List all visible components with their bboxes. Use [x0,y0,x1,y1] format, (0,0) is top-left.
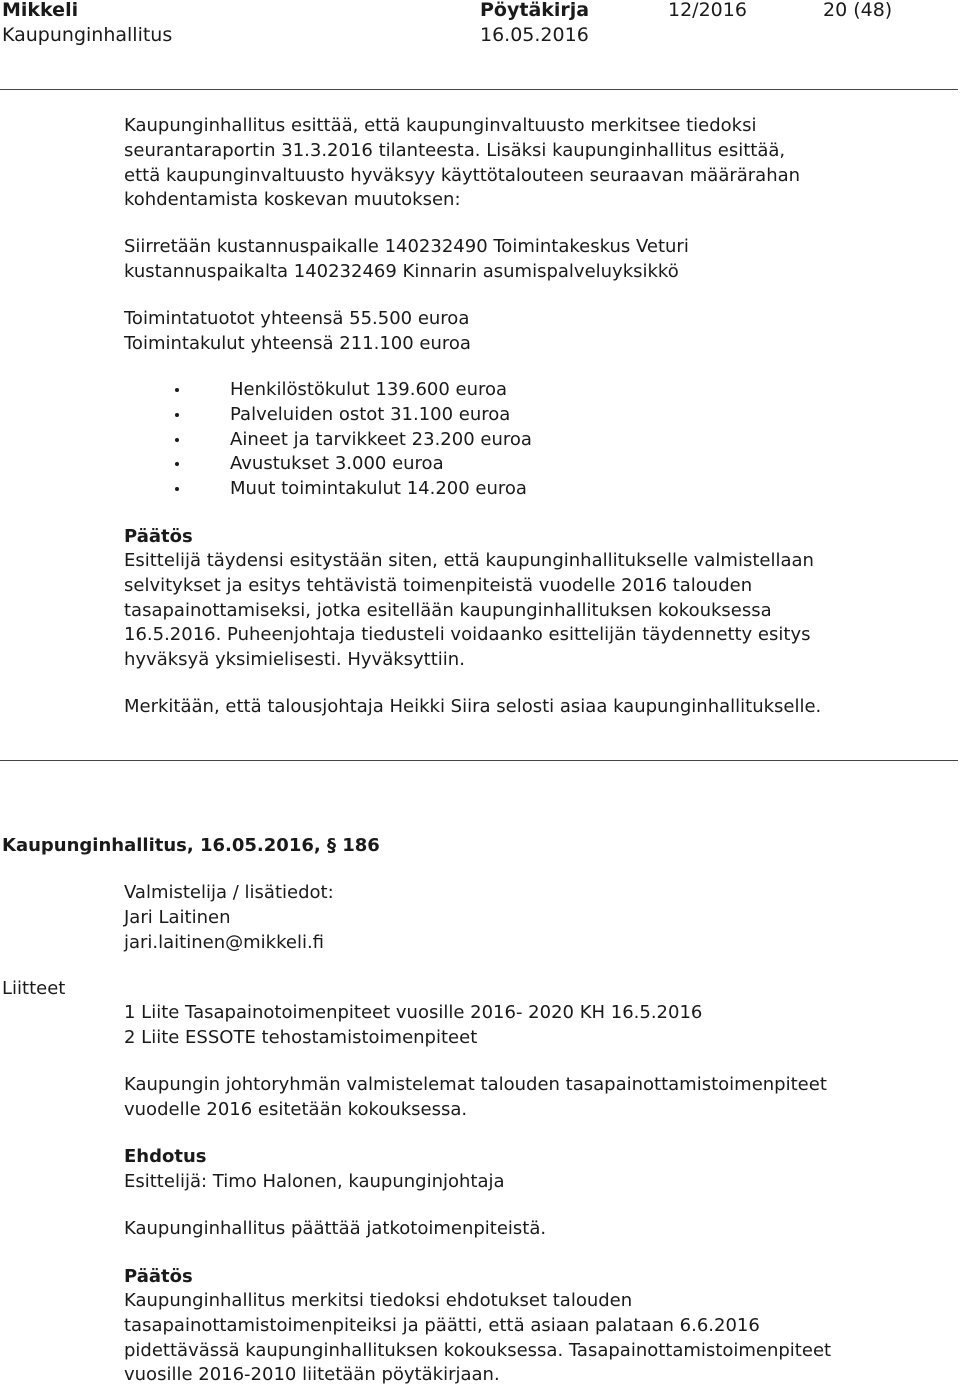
attachments-label: Liitteet [2,978,66,999]
management-note [124,1073,827,1123]
decision-heading: Päätös [124,526,193,547]
attachment-item: 1 Liite Tasapainotoimenpiteet vuosille 2016- 2020 KH 16.5.2016 [124,1002,703,1023]
text-line: jari.laitinen@mikkeli.fi [124,931,325,953]
decision-text [124,1289,831,1388]
proposal-presenter: Esittelijä: Timo Halonen, kaupunginjohtaja [124,1171,505,1192]
intro-paragraph [124,114,800,213]
doc-type: Pöytäkirja [480,0,590,21]
bullet-icon [175,413,179,417]
text-line: hyväksyä yksimielisesti. Hyväksyttiin. [124,649,465,671]
text-line: vuodelle 2016 esitetään kokouksessa. [124,1098,468,1120]
list-item: Palveluiden ostot 31.100 euroa [171,403,532,428]
text-line: vuosille 2016-2010 liitetään pöytäkirjaan. [124,1364,500,1386]
text-line: Kaupunginhallitus esittää, että kaupunginvaltuusto merkitsee tiedoksi [124,115,757,136]
transfer-paragraph [124,235,689,285]
text-line: Jari Laitinen [124,906,231,928]
text-line: 16.5.2016. Puheenjohtaja tiedusteli voidaanko esittelijän täydennetty esitys [124,624,811,646]
text-line: Valmistelija / lisätiedot: [124,882,334,903]
proposal-heading: Ehdotus [124,1146,207,1167]
decision-note: Merkitään, että talousjohtaja Heikki Siira selosti asiaa kaupunginhallitukselle. [124,696,822,717]
text-line: Siirretään kustannuspaikalle 140232490 Toimintakeskus Veturi [124,236,689,257]
text-line: seurantaraportin 31.3.2016 tilanteesta. Lisäksi kaupunginhallitus esittää, [124,139,786,161]
text-line: selvitykset ja esitys tehtävistä toimenpiteistä vuodelle 2016 talouden [124,574,753,596]
decision-heading: Päätös [124,1266,193,1287]
text-line: Kaupungin johtoryhmän valmistelemat talouden tasapainottamistoimenpiteet [124,1074,827,1095]
page-number: 20 (48) [823,0,893,21]
list-item: Henkilöstökulut 139.600 euroa [171,378,532,403]
text-line: kohdentamista koskevan muutoksen: [124,189,461,211]
decision-text [124,549,814,673]
section-title: Kaupunginhallitus, 16.05.2016, § 186 [2,835,380,856]
bullet-icon [175,487,179,491]
bullet-icon [175,462,179,466]
bullet-icon [175,388,179,392]
text-line: tasapainottamistoimenpiteiksi ja päätti, että asiaan palataan 6.6.2016 [124,1314,760,1336]
doc-number: 12/2016 [668,0,747,21]
meeting-date: 16.05.2016 [480,24,589,46]
text-line: pidettävässä kaupunginhallituksen kokouksessa. Tasapainottamistoimenpiteet [124,1339,832,1361]
header-divider [0,89,958,90]
text-line: Kaupunginhallitus merkitsi tiedoksi ehdotukset talouden [124,1290,633,1311]
totals-paragraph [124,307,471,357]
list-item: Muut toimintakulut 14.200 euroa [171,477,532,502]
cost-items-list [171,378,532,502]
bullet-icon [175,438,179,442]
text-line: Esittelijä täydensi esitystään siten, että kaupunginhallitukselle valmistellaan [124,550,814,571]
section-divider [0,760,958,761]
body-name: Kaupunginhallitus [2,24,173,46]
text-line: tasapainottamiseksi, jotka esitellään kaupunginhallituksen kokouksessa [124,599,772,621]
text-line: Toimintakulut yhteensä 211.100 euroa [124,332,471,354]
attachments-list [124,1001,702,1051]
text-line: kustannuspaikalta 140232469 Kinnarin asumispalveluyksikkö [124,260,679,282]
text-line: Toimintatuotot yhteensä 55.500 euroa [124,308,470,329]
text-line: että kaupunginvaltuusto hyväksyy käyttötalouteen seuraavan määrärahan [124,164,801,186]
attachment-item: 2 Liite ESSOTE tehostamistoimenpiteet [124,1026,478,1048]
city-name: Mikkeli [2,0,79,21]
proposal-text: Kaupunginhallitus päättää jatkotoimenpiteistä. [124,1218,547,1239]
list-item: Aineet ja tarvikkeet 23.200 euroa [171,428,532,453]
preparer-info [124,881,334,955]
list-item: Avustukset 3.000 euroa [171,452,532,477]
